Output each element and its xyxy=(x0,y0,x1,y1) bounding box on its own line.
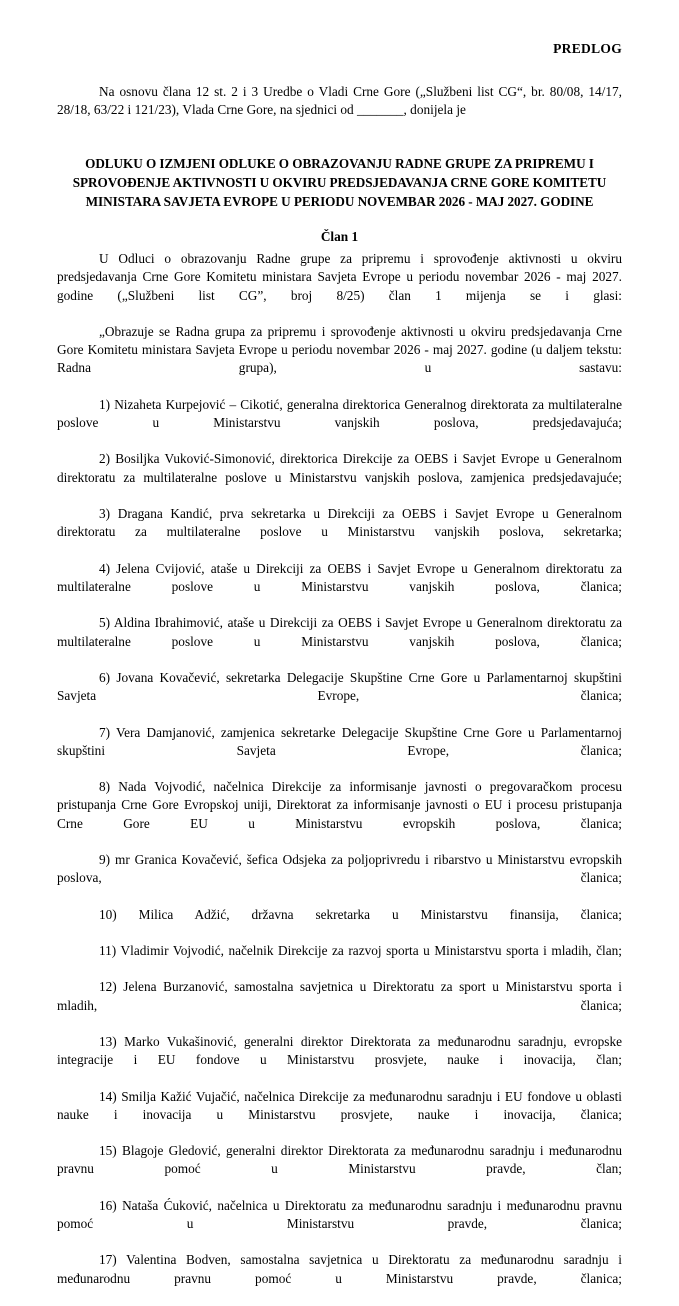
list-item: 2) Bosiljka Vuković-Simonović, direktorica Direkcije za OEBS i Savjet Evrope u Generalnom direktoratu za multilateralne poslove u Ministarstvu vanjskih poslova, zamjenica predsjedavajuće; xyxy=(57,451,622,485)
list-item: 14) Smilja Kažić Vujačić, načelnica Direkcije za međunarodnu saradnju i EU fondove u oblasti nauke i inovacija u Ministarstvu prosvjete, nauke i inovacija, članica; xyxy=(57,1088,622,1122)
list-item: 16) Nataša Ćuković, načelnica u Direktoratu za međunarodnu saradnju i međunarodnu pravnu pomoć u Ministarstvu pravde, članica; xyxy=(57,1197,622,1232)
list-item: 10) Milica Adžić, državna sekretarka u Ministarstvu finansija, članica; xyxy=(99,906,622,922)
list-item: 11) Vladimir Vojvodić, načelnik Direkcije za razvoj sporta u Ministarstvu sporta i mladih, član; xyxy=(99,942,622,958)
page-title xyxy=(57,154,622,211)
list-item: 15) Blagoje Gledović, generalni direktor Direktorata za međunarodnu saradnju i međunarodnu pravnu pomoć u Ministarstvu pravde, član; xyxy=(57,1143,622,1177)
list-item: 3) Dragana Kandić, prva sekretarka u Direkciji za OEBS i Savjet Evrope u Generalnom direktoratu za multilateralne poslove u Ministarstvu vanjskih poslova, sekretarka; xyxy=(57,506,622,540)
list-item: 7) Vera Damjanović, zamjenica sekretarke Delegacije Skupštine Crne Gore u Parlamentarnoj skupštini Savjeta Evrope, članica; xyxy=(57,724,622,758)
list-item: 6) Jovana Kovačević, sekretarka Delegacije Skupštine Crne Gore u Parlamentarnoj skupštini Savjeta Evrope, članica; xyxy=(57,669,622,704)
list-item: 12) Jelena Burzanović, samostalna savjetnica u Direktoratu za sport u Ministarstvu sporta i mladih, članica; xyxy=(57,979,622,1013)
list-item: 13) Marko Vukašinović, generalni direktor Direktorata za međunarodnu saradnju, evropske integracije i EU fondove u Ministarstvu prosvjete, nauke i inovacija, član; xyxy=(57,1033,622,1068)
list-item: 9) mr Granica Kovačević, šefica Odsjeka za poljoprivredu i ribarstvo u Ministarstvu evropskih poslova, članica; xyxy=(57,851,622,886)
list-item: 1) Nizaheta Kurpejović – Cikotić, generalna direktorica Generalnog direktorata za multilateralne poslove u Ministarstvu vanjskih poslova, predsjedavajuća; xyxy=(57,396,622,431)
article-heading: Član 1 xyxy=(320,229,359,245)
member-list xyxy=(57,396,622,1306)
list-item: 4) Jelena Cvijović, ataše u Direkciji za OEBS i Savjet Evrope u Generalnom direktoratu za multilateralne poslove u Ministarstvu vanjskih poslova, članica; xyxy=(57,560,622,594)
document-header-label: PREDLOG xyxy=(553,41,622,56)
working-group-composition-intro: „Obrazuje se Radna grupa za pripremu i sprovođenje aktivnosti u okviru predsjedavanja Crne Gore Komitetu ministara Savjeta Evrope u periodu novembar 2026 - maj 2027. godine (u daljem tekstu: Radna grupa), u sastavu: xyxy=(57,324,622,376)
page-title-line-3: MINISTARA SAVJETA EVROPE U PERIODU NOVEMBAR 2026 - MAJ 2027. GODINE xyxy=(85,194,594,210)
page-title-line-2: SPROVOĐENJE AKTIVNOSTI U OKVIRU PREDSJEDAVANJA CRNE GORE KOMITETU xyxy=(72,175,607,191)
legal-basis-paragraph: Na osnovu člana 12 st. 2 i 3 Uredbe o Vladi Crne Gore („Službeni list CG“, br. 80/08, 14/17, 28/18, 63/22 i 121/23), Vlada Crne Gore, na sjednici od _______, donijela je xyxy=(57,83,622,118)
amendment-paragraph: U Odluci o obrazovanju Radne grupe za pripremu i sprovođenje aktivnosti u okviru predsjedavanja Crne Gore Komitetu ministara Savjeta Evrope u periodu novembar 2026 - maj 2027. godine („Službeni list CG”, broj 8/25) član 1 mijenja se i glasi: xyxy=(57,251,622,303)
page-title-line-1: ODLUKU O IZMJENI ODLUKE O OBRAZOVANJU RADNE GRUPE ZA PRIPREMU I xyxy=(85,156,594,172)
list-item: 17) Valentina Bodven, samostalna savjetnica u Direktoratu za međunarodnu saradnju i međunarodnu pravnu pomoć u Ministarstvu pravde, članica; xyxy=(57,1252,622,1286)
list-item: 8) Nada Vojvodić, načelnica Direkcije za informisanje javnosti o pregovaračkom procesu pristupanja Crne Gore Evropskoj uniji, Direktorat za informisanje javnosti o EU i procesu pristupanja Crne Gore EU u Ministarstvu evropskih poslova, članica; xyxy=(57,779,622,831)
list-item: 5) Aldina Ibrahimović, ataše u Direkciji za OEBS i Savjet Evrope u Generalnom direktoratu za multilateralne poslove u Ministarstvu vanjskih poslova, članica; xyxy=(57,615,622,649)
document-content xyxy=(57,0,622,1306)
